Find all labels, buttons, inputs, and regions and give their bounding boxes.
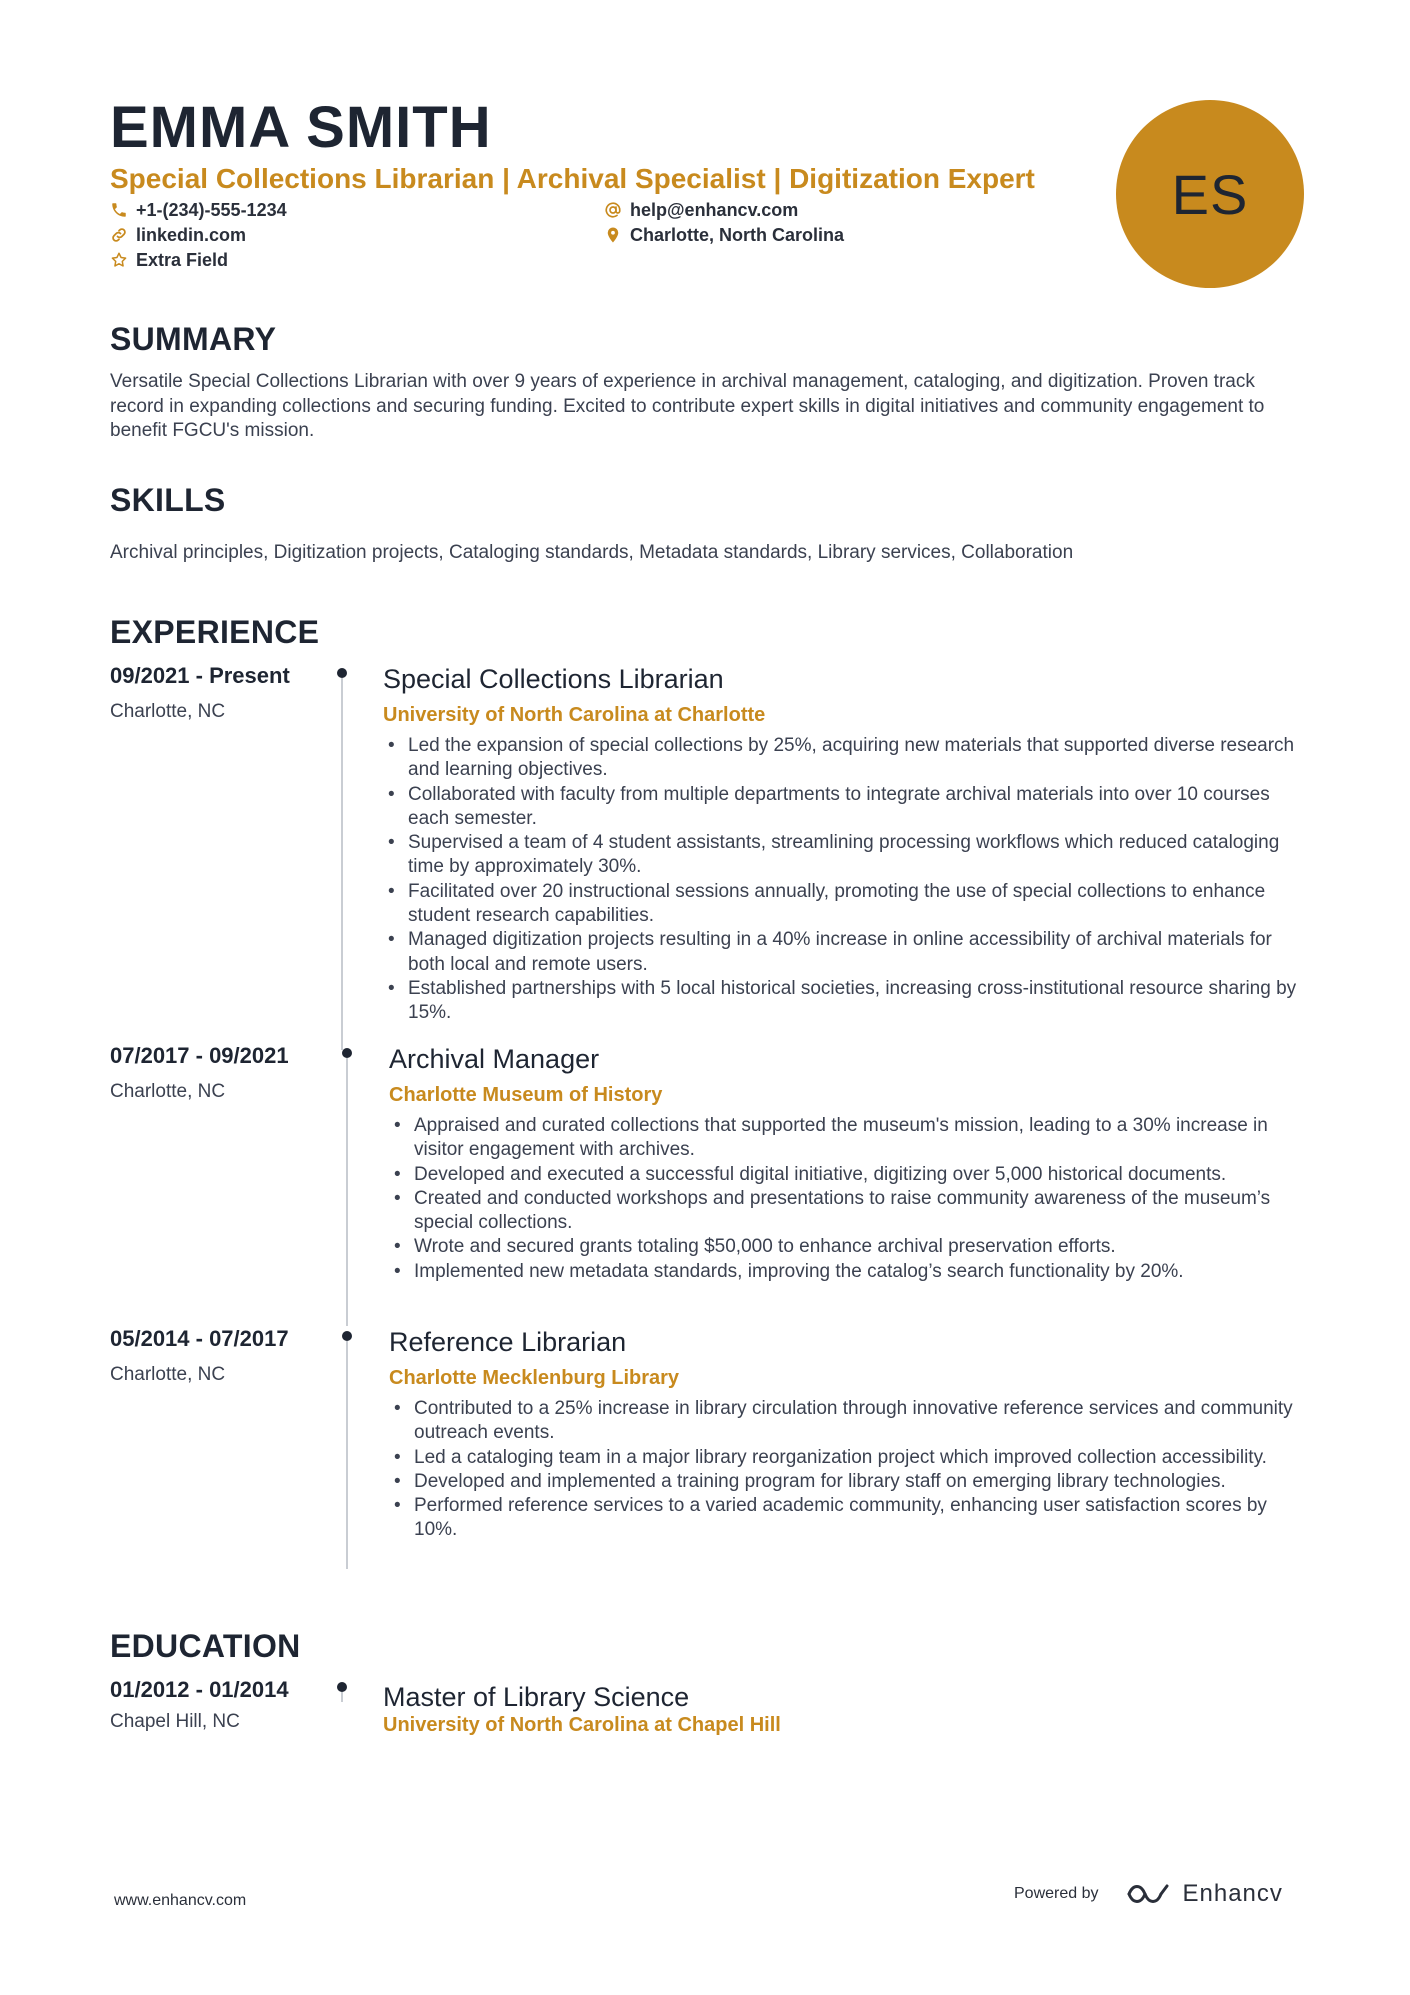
experience-date: 07/2017 - 09/2021 bbox=[110, 1043, 289, 1068]
timeline-line bbox=[346, 1341, 348, 1569]
experience-location: Charlotte, NC bbox=[110, 1081, 226, 1102]
contact-location bbox=[604, 223, 844, 247]
experience-role: Special Collections Librarian bbox=[383, 664, 724, 694]
extra-field-text: Extra Field bbox=[136, 250, 229, 270]
list-item: • Managed digitization projects resulting in a 40% increase in online accessibility of archival materials for both local and remote users. bbox=[383, 928, 1303, 977]
experience-location: Charlotte, NC bbox=[110, 1364, 226, 1385]
experience-org: University of North Carolina at Charlotte bbox=[383, 704, 766, 726]
timeline-dot bbox=[337, 1682, 347, 1692]
star-icon bbox=[110, 251, 128, 269]
powered-by-text: Powered by bbox=[1014, 1885, 1099, 1902]
avatar-initials: ES bbox=[1171, 162, 1249, 226]
list-item: • Supervised a team of 4 student assistants, streamlining processing workflows which reduced cataloging time by approximately 30%. bbox=[383, 831, 1303, 880]
experience-bullets bbox=[389, 1114, 1309, 1284]
list-item: • Facilitated over 20 instructional sessions annually, promoting the use of special collections to enhance student research capabilities. bbox=[383, 880, 1303, 929]
linkedin-text[interactable]: linkedin.com bbox=[136, 225, 247, 245]
headline: Special Collections Librarian | Archival Specialist | Digitization Expert bbox=[110, 163, 1035, 194]
experience-bullets bbox=[383, 734, 1303, 1026]
education-date: 01/2012 - 01/2014 bbox=[110, 1677, 289, 1702]
brand-name: Enhancv bbox=[1182, 1880, 1283, 1907]
list-item: • Developed and executed a successful digital initiative, digitizing over 5,000 historical documents. bbox=[389, 1163, 1309, 1187]
timeline-line bbox=[346, 1058, 348, 1326]
candidate-name: EMMA SMITH bbox=[110, 95, 492, 160]
experience-role: Archival Manager bbox=[389, 1044, 600, 1074]
list-item: • Led a cataloging team in a major library reorganization project which improved collection accessibility. bbox=[389, 1446, 1309, 1470]
summary-text: Versatile Special Collections Librarian with over 9 years of experience in archival management, cataloging, and digitization. Proven track record in expanding collections and securing funding. Excited to contribute expert skills in digital initiatives and community engagement to benefit FGCU's mission. bbox=[110, 371, 1265, 441]
timeline-dot bbox=[337, 668, 347, 678]
link-icon bbox=[110, 226, 128, 244]
list-item: • Implemented new metadata standards, improving the catalog’s search functionality by 20%. bbox=[389, 1260, 1309, 1284]
footer-branding bbox=[1014, 1880, 1283, 1908]
email-text[interactable]: help@enhancv.com bbox=[630, 200, 799, 220]
timeline-line bbox=[341, 1692, 343, 1702]
list-item: • Led the expansion of special collections by 25%, acquiring new materials that supported diverse research and learning objectives. bbox=[383, 734, 1303, 783]
location-pin-icon bbox=[604, 226, 622, 244]
enhancv-logo-icon bbox=[1125, 1880, 1173, 1908]
list-item: • Contributed to a 25% increase in library circulation through innovative reference services and community outreach events. bbox=[389, 1397, 1309, 1446]
contact-extra bbox=[110, 248, 228, 272]
list-item: • Established partnerships with 5 local historical societies, increasing cross-institutional resource sharing by 15%. bbox=[383, 977, 1303, 1026]
experience-date: 09/2021 - Present bbox=[110, 663, 290, 688]
footer-website[interactable]: www.enhancv.com bbox=[114, 1892, 247, 1909]
timeline-line bbox=[341, 678, 343, 1050]
phone-icon bbox=[110, 201, 128, 219]
education-school: University of North Carolina at Chapel Hill bbox=[383, 1714, 781, 1736]
list-item: • Created and conducted workshops and presentations to raise community awareness of the museum’s special collections. bbox=[389, 1187, 1309, 1236]
experience-bullets bbox=[389, 1397, 1309, 1543]
skills-heading: SKILLS bbox=[110, 482, 226, 518]
list-item: • Developed and implemented a training program for library staff on emerging library technologies. bbox=[389, 1470, 1309, 1494]
experience-location: Charlotte, NC bbox=[110, 701, 226, 722]
experience-org: Charlotte Mecklenburg Library bbox=[389, 1367, 680, 1389]
skills-text: Archival principles, Digitization projects, Cataloging standards, Metadata standards, Library services, Collaboration bbox=[110, 542, 1074, 563]
contact-email bbox=[604, 198, 798, 222]
phone-text[interactable]: +1-(234)-555-1234 bbox=[136, 200, 287, 220]
summary-heading: SUMMARY bbox=[110, 321, 277, 357]
timeline-dot bbox=[342, 1331, 352, 1341]
at-icon bbox=[604, 201, 622, 219]
education-degree: Master of Library Science bbox=[383, 1682, 690, 1712]
education-location: Chapel Hill, NC bbox=[110, 1711, 240, 1732]
contact-linkedin bbox=[110, 223, 246, 247]
list-item: • Performed reference services to a varied academic community, enhancing user satisfaction scores by 10%. bbox=[389, 1494, 1309, 1543]
experience-role: Reference Librarian bbox=[389, 1327, 627, 1357]
list-item: • Collaborated with faculty from multiple departments to integrate archival materials into over 10 courses each semester. bbox=[383, 783, 1303, 832]
education-heading: EDUCATION bbox=[110, 1628, 301, 1664]
experience-date: 05/2014 - 07/2017 bbox=[110, 1326, 289, 1351]
list-item: • Appraised and curated collections that supported the museum's mission, leading to a 30% increase in visitor engagement with archives. bbox=[389, 1114, 1309, 1163]
experience-heading: EXPERIENCE bbox=[110, 614, 320, 650]
contact-phone bbox=[110, 198, 287, 222]
avatar bbox=[1116, 100, 1304, 288]
location-text: Charlotte, North Carolina bbox=[630, 225, 845, 245]
list-item: • Wrote and secured grants totaling $50,000 to enhance archival preservation efforts. bbox=[389, 1235, 1309, 1259]
experience-org: Charlotte Museum of History bbox=[389, 1084, 663, 1106]
timeline-dot bbox=[342, 1048, 352, 1058]
